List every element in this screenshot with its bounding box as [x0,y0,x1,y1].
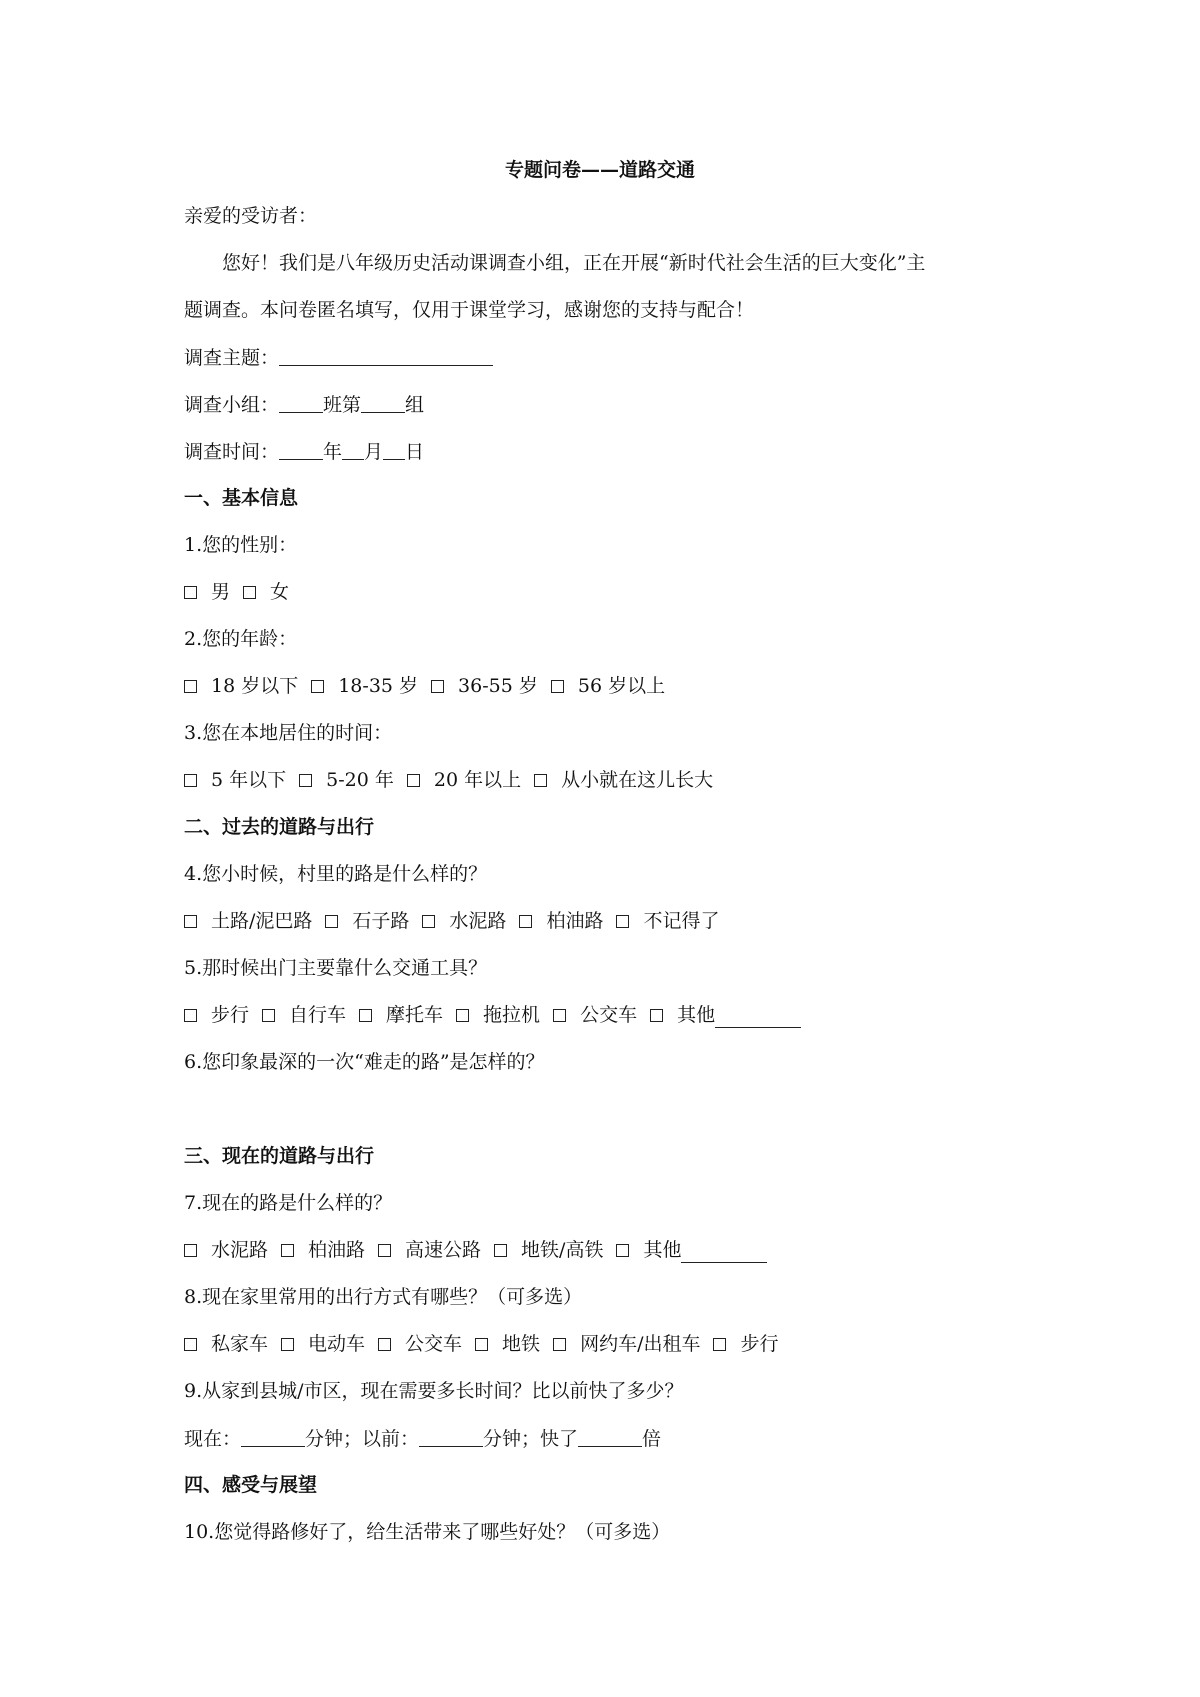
checkbox[interactable] [475,1338,488,1351]
checkbox[interactable] [407,774,420,787]
option-label: 水泥路 [211,1239,269,1261]
option-label: 其他 [677,1004,716,1026]
option-male[interactable] [184,578,230,606]
survey-group-row [184,390,424,419]
question-3: 3.您在本地居住的时间： [184,722,393,744]
option-label: 步行 [740,1333,779,1355]
option-age-56-plus[interactable] [551,672,665,700]
question-4-options [184,907,732,935]
option-other[interactable] [650,1001,801,1029]
option-female[interactable] [243,578,289,606]
question-9-answer-row [184,1424,661,1453]
checkbox[interactable] [519,915,532,928]
checkbox[interactable] [184,680,197,693]
option-label: 高速公路 [405,1239,482,1261]
checkbox[interactable] [378,1244,391,1257]
section-basic-info: 一、基本信息 [184,487,299,509]
option-label: 私家车 [211,1333,269,1355]
option-other[interactable] [616,1236,767,1264]
option-dirt-road[interactable] [184,907,312,935]
option-label: 石子路 [352,910,410,932]
option-bus[interactable] [553,1001,637,1029]
option-e-bike[interactable] [281,1330,365,1358]
checkbox[interactable] [262,1009,275,1022]
option-label: 36-55 岁 [458,675,538,697]
option-residence-native[interactable] [534,766,713,794]
option-label: 水泥路 [449,910,507,932]
option-walk[interactable] [713,1330,778,1358]
checkbox[interactable] [184,774,197,787]
checkbox[interactable] [422,915,435,928]
question-6: 6.您印象最深的一次“难走的路”是怎样的？ [184,1051,545,1073]
option-label: 土路/泥巴路 [211,910,313,932]
question-2: 2.您的年龄： [184,628,298,650]
option-label: 公交车 [580,1004,638,1026]
option-metro-highspeed-rail[interactable] [494,1236,603,1264]
checkbox[interactable] [616,915,629,928]
option-label: 自行车 [289,1004,347,1026]
intro-line-1: 您好！我们是八年级历史活动课调查小组，正在开展“新时代社会生活的巨大变化”主 [222,252,926,274]
option-label: 地铁 [502,1333,541,1355]
option-ride-hailing-taxi[interactable] [553,1330,700,1358]
checkbox[interactable] [494,1244,507,1257]
section-feelings-outlook: 四、感受与展望 [184,1474,318,1496]
option-motorcycle[interactable] [359,1001,443,1029]
intro-line-2: 题调查。本问卷匿名填写，仅用于课堂学习，感谢您的支持与配合！ [184,299,755,321]
option-label: 男 [211,581,231,603]
minutes-before-label: 分钟；以前： [305,1428,420,1450]
option-label: 网约车/出租车 [580,1333,701,1355]
option-walk[interactable] [184,1001,249,1029]
checkbox[interactable] [616,1244,629,1257]
checkbox[interactable] [184,1009,197,1022]
option-age-18-35[interactable] [311,672,418,700]
option-cement-road[interactable] [184,1236,268,1264]
survey-group-label: 调查小组： [184,394,280,416]
survey-time-label: 调查时间： [184,441,280,463]
month-blank[interactable] [342,439,364,460]
option-expressway[interactable] [378,1236,481,1264]
checkbox[interactable] [184,1244,197,1257]
option-gravel-road[interactable] [325,907,409,935]
option-private-car[interactable] [184,1330,268,1358]
option-age-36-55[interactable] [431,672,538,700]
class-group-text: 班第 [323,394,362,416]
option-label: 其他 [643,1239,682,1261]
option-cement-road[interactable] [422,907,506,935]
option-label: 18-35 岁 [338,675,419,697]
option-label: 5 年以下 [211,769,287,791]
year-blank[interactable] [279,439,323,460]
option-label: 从小就在这儿长大 [561,769,714,791]
option-metro[interactable] [475,1330,540,1358]
checkbox[interactable] [184,1338,197,1351]
checkbox[interactable] [534,774,547,787]
option-asphalt-road[interactable] [519,907,603,935]
minutes-faster-label: 分钟；快了 [483,1428,579,1450]
option-label: 电动车 [308,1333,366,1355]
year-text: 年 [323,441,343,463]
survey-time-row [184,437,424,466]
checkbox[interactable] [325,915,338,928]
option-age-under-18[interactable] [184,672,298,700]
survey-topic-label: 调查主题： [184,347,280,369]
question-5: 5.那时候出门主要靠什么交通工具？ [184,957,488,979]
checkbox[interactable] [553,1009,566,1022]
question-9: 9.从家到县城/市区，现在需要多长时间？比以前快了多少？ [184,1380,684,1402]
option-label: 56 岁以上 [577,675,666,697]
document-title: 专题问卷——道路交通 [504,159,695,181]
other-blank[interactable] [681,1242,767,1263]
survey-topic-blank[interactable] [279,345,493,366]
section-present-roads: 三、现在的道路与出行 [184,1145,375,1167]
checkbox[interactable] [299,774,312,787]
checkbox[interactable] [281,1244,294,1257]
class-number-blank[interactable] [279,392,323,413]
other-blank[interactable] [715,1007,801,1028]
times-label: 倍 [642,1428,662,1450]
survey-topic-row [184,343,493,372]
question-1-options [184,578,302,606]
option-label: 摩托车 [386,1004,444,1026]
checkbox[interactable] [553,1338,566,1351]
option-dont-remember[interactable] [616,907,719,935]
now-label: 现在： [184,1428,242,1450]
checkbox[interactable] [713,1338,726,1351]
option-label: 柏油路 [308,1239,366,1261]
option-label: 地铁/高铁 [521,1239,604,1261]
checkbox[interactable] [184,586,197,599]
checkbox[interactable] [650,1009,663,1022]
question-2-options [184,672,678,700]
before-minutes-blank[interactable] [419,1426,483,1447]
question-4: 4.您小时候，村里的路是什么样的？ [184,863,488,885]
question-7-options [184,1236,780,1264]
checkbox[interactable] [456,1009,469,1022]
checkbox[interactable] [378,1338,391,1351]
day-blank[interactable] [383,439,405,460]
option-label: 不记得了 [643,910,720,932]
checkbox[interactable] [243,586,256,599]
checkbox[interactable] [551,680,564,693]
option-label: 女 [270,581,290,603]
question-3-options [184,766,726,794]
option-bus[interactable] [378,1330,462,1358]
option-residence-5-20[interactable] [299,766,394,794]
checkbox[interactable] [431,680,444,693]
question-1: 1.您的性别： [184,534,298,556]
option-label: 5-20 年 [326,769,394,791]
option-asphalt-road[interactable] [281,1236,365,1264]
option-label: 步行 [211,1004,250,1026]
question-5-options [184,1001,814,1029]
question-8: 8.现在家里常用的出行方式有哪些？（可多选） [184,1286,583,1308]
option-residence-under-5[interactable] [184,766,286,794]
day-text: 日 [405,441,425,463]
checkbox[interactable] [281,1338,294,1351]
option-label: 18 岁以下 [211,675,299,697]
option-tractor[interactable] [456,1001,540,1029]
group-suffix: 组 [405,394,425,416]
option-label: 20 年以上 [433,769,522,791]
question-8-options [184,1330,791,1358]
option-label: 公交车 [405,1333,463,1355]
group-number-blank[interactable] [361,392,405,413]
times-faster-blank[interactable] [578,1426,642,1447]
section-past-roads: 二、过去的道路与出行 [184,816,375,838]
checkbox[interactable] [184,915,197,928]
now-minutes-blank[interactable] [241,1426,305,1447]
question-10: 10.您觉得路修好了，给生活带来了哪些好处？（可多选） [184,1521,671,1543]
greeting: 亲爱的受访者： [184,205,318,227]
checkbox[interactable] [311,680,324,693]
option-label: 拖拉机 [483,1004,541,1026]
option-bicycle[interactable] [262,1001,346,1029]
option-residence-over-20[interactable] [407,766,521,794]
option-label: 柏油路 [546,910,604,932]
checkbox[interactable] [359,1009,372,1022]
question-7: 7.现在的路是什么样的？ [184,1192,393,1214]
month-text: 月 [364,441,384,463]
